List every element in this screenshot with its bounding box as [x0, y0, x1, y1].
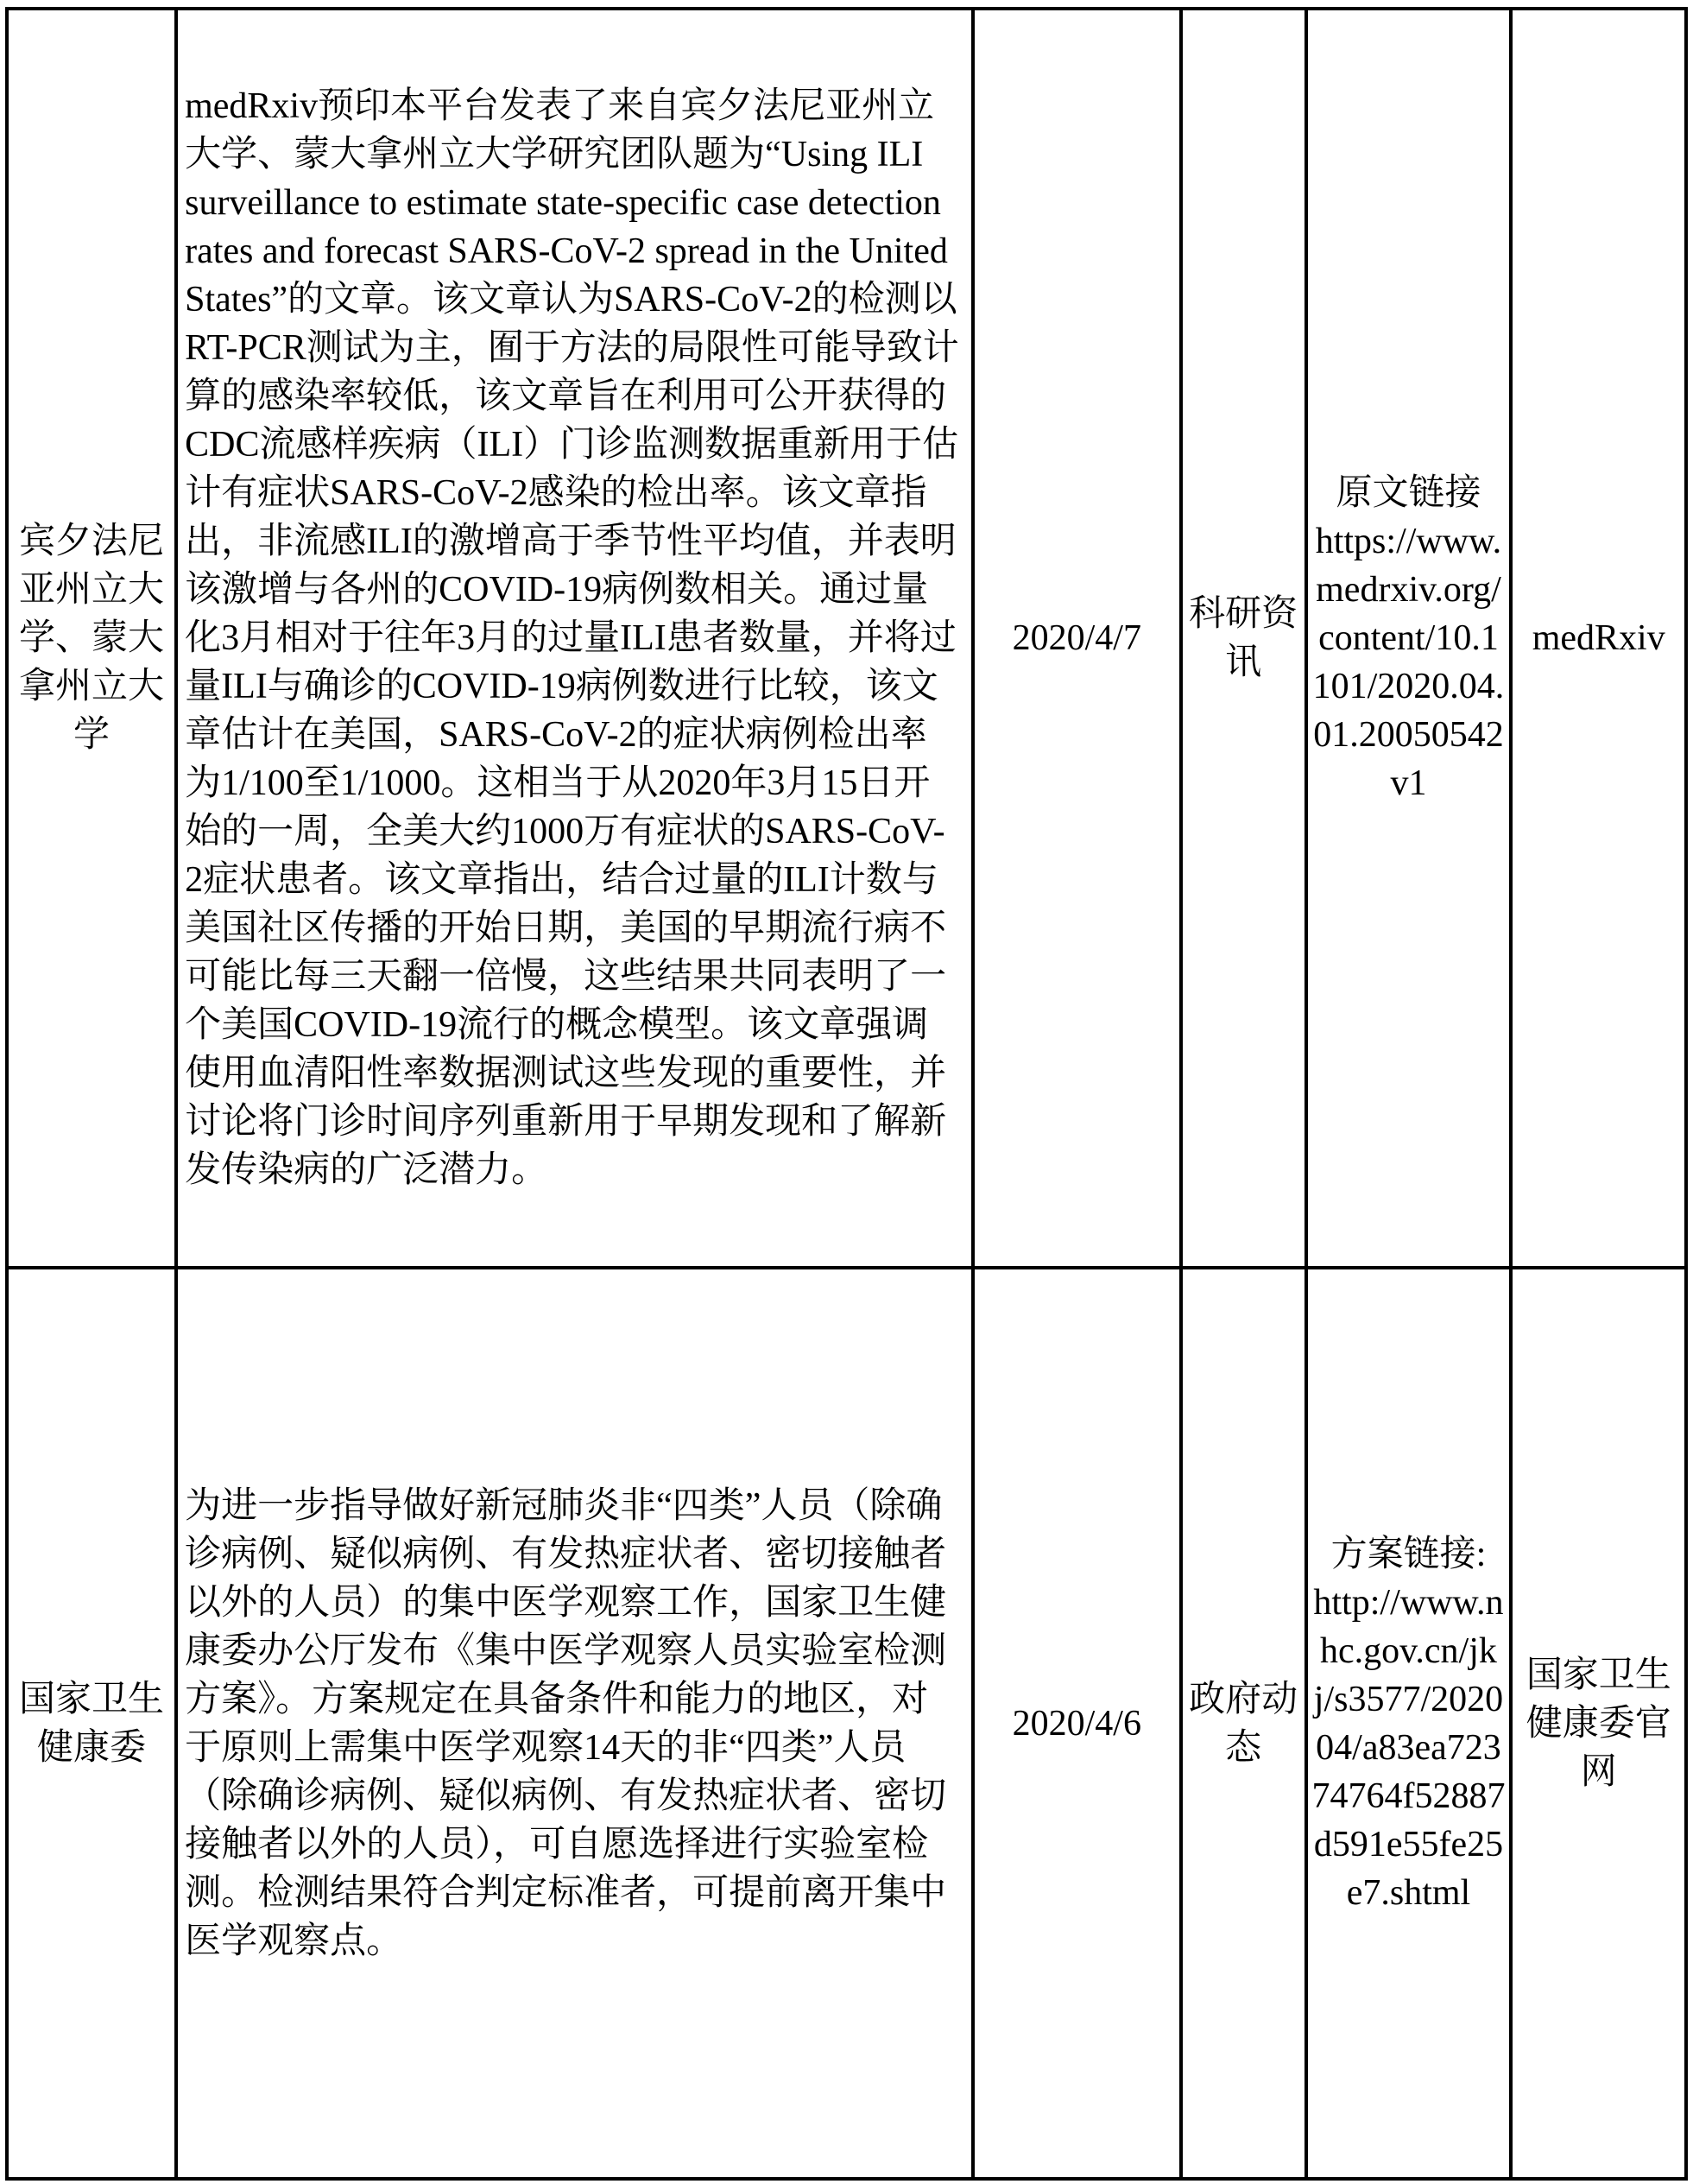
- org-cell: 国家卫生健康委: [7, 1268, 176, 2179]
- source-cell: 国家卫生健康委官网: [1511, 1268, 1686, 2179]
- summary-cell: medRxiv预印本平台发表了来自宾夕法尼亚州立大学、蒙大拿州立大学研究团队题为“Using ILI surveillance to estimate state-specific case detection rates and forecast SARS-CoV-2 spread in the United States”的文章。该文章认为SARS-CoV-2的检测以RT-PCR测试为主，囿于方法的局限性可能导致计算的感染率较低，该文章旨在利用可公开获得的CDC流感样疾病（ILI）门诊监测数据重新用于估计有症状SARS-CoV-2感染的检出率。该文章指出，非流感ILI的激增高于季节性平均值，并表明该激增与各州的COVID-19病例数相关。通过量化3月相对于往年3月的过量ILI患者数量，并将过量ILI与确诊的COVID-19病例数进行比较，该文章估计在美国，SARS-CoV-2的症状病例检出率为1/100至1/1000。这相当于从2020年3月15日开始的一周，全美大约1000万有症状的SARS-CoV-2症状患者。该文章指出，结合过量的ILI计数与美国社区传播的开始日期，美国的早期流行病不可能比每三天翻一倍慢，这些结果共同表明了一个美国COVID-19流行的概念模型。该文章强调使用血清阳性率数据测试这些发现的重要性，并讨论将门诊时间序列重新用于早期发现和了解新发传染病的广泛潜力。: [176, 9, 973, 1268]
- org-cell: 宾夕法尼亚州立大学、蒙大拿州立大学: [7, 9, 176, 1268]
- link-label: 方案链接:: [1330, 1534, 1487, 1574]
- date-cell: 2020/4/7: [973, 9, 1181, 1268]
- category-cell: 政府动态: [1181, 1268, 1306, 2179]
- source-cell: medRxiv: [1511, 9, 1686, 1268]
- category-cell: 科研资讯: [1181, 9, 1306, 1268]
- link-label: 原文链接: [1336, 473, 1481, 513]
- link-cell: [1306, 9, 1512, 1268]
- link-url[interactable]: http://www.nhc.gov.cn/jkj/s3577/202004/a83ea72374764f52887d591e55fe25e7.shtml: [1311, 1582, 1506, 1913]
- news-table: [5, 7, 1688, 2181]
- table-row: [7, 9, 1686, 1268]
- link-url[interactable]: https://www.medrxiv.org/content/10.1101/2020.04.01.20050542v1: [1312, 522, 1505, 803]
- summary-cell: 为进一步指导做好新冠肺炎非“四类”人员（除确诊病例、疑似病例、有发热症状者、密切接触者以外的人员）的集中医学观察工作，国家卫生健康委办公厅发布《集中医学观察人员实验室检测方案》。方案规定在具备条件和能力的地区，对于原则上需集中医学观察14天的非“四类”人员（除确诊病例、疑似病例、有发热症状者、密切接触者以外的人员），可自愿选择进行实验室检测。检测结果符合判定标准者，可提前离开集中医学观察点。: [176, 1268, 973, 2179]
- link-cell: [1306, 1268, 1512, 2179]
- table-row: [7, 1268, 1686, 2179]
- date-cell: 2020/4/6: [973, 1268, 1181, 2179]
